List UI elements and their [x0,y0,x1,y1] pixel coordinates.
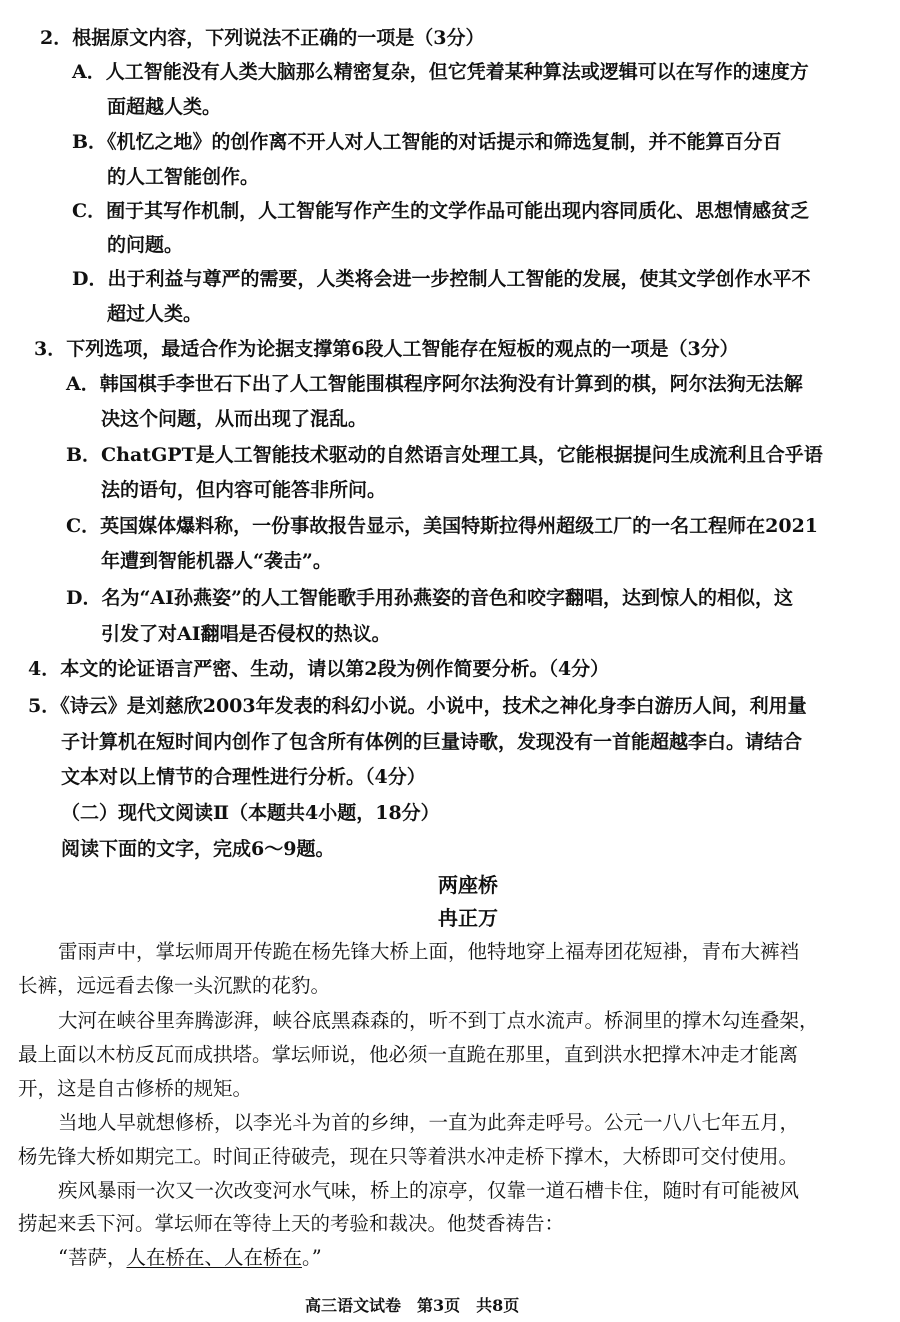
q2-option-d-line1: D．出于利益与尊严的需要，人类将会进一步控制人工智能的发展，使其文学创作水平不 [72,268,811,290]
article-author: 冉正万 [438,906,498,930]
q3-option-b-line1: B．ChatGPT是人工智能技术驱动的自然语言处理工具，它能根据提问生成流利且合乎语 [66,444,823,466]
q3-option-a-line1: A．韩国棋手李世石下出了人工智能围棋程序阿尔法狗没有计算到的棋，阿尔法狗无法解 [66,373,803,395]
section-instruction: 阅读下面的文字，完成6～9题。 [61,838,335,860]
q2-option-a-line2: 面超越人类。 [107,96,222,118]
q2-option-b-line2: 的人工智能创作。 [107,166,260,188]
q2-option-c-line1: C．囿于其写作机制，人工智能写作产生的文学作品可能出现内容同质化、思想情感贫乏 [72,200,810,222]
article-p1-line1: 雷雨声中，掌坛师周开传跪在杨先锋大桥上面，他特地穿上福寿团花短褂，青布大裤裆 [58,940,800,963]
article-p2-line1: 大河在峡谷里奔腾澎湃，峡谷底黑森森的，听不到丁点水流声。桥洞里的撑木勾连叠架， [58,1009,819,1032]
q3-option-b-line2: 法的语句，但内容可能答非所问。 [101,479,387,501]
q3-option-d-line1: D．名为“AI孙燕姿”的人工智能歌手用孙燕姿的音色和咬字翻唱，达到惊人的相似，这 [66,587,793,609]
page-footer: 高三语文试卷 第3页 共8页 [305,1296,520,1315]
q3-stem: 3．下列选项，最适合作为论据支撑第6段人工智能存在短板的观点的一项是（3分） [34,338,739,360]
article-p3-line1: 当地人早就想修桥，以李光斗为首的乡绅，一直为此奔走呼号。公元一八八七年五月， [58,1111,800,1134]
q4-stem: 4．本文的论证语言严密、生动，请以第2段为例作简要分析。（4分） [28,658,610,680]
article-title: 两座桥 [438,873,498,897]
article-p4-line1: 疾风暴雨一次又一次改变河水气味，桥上的凉亭，仅靠一道石槽卡住，随时有可能被风 [58,1179,800,1202]
q3-option-c-line2: 年遭到智能机器人“袭击”。 [101,550,332,572]
q2-option-c-line2: 的问题。 [107,234,184,256]
article-p3-line2: 杨先锋大桥如期完工。时间正待破壳，现在只等着洪水冲走桥下撑木，大桥即可交付使用。 [18,1145,799,1168]
q3-option-a-line2: 决这个问题，从而出现了混乱。 [101,408,368,430]
article-p2-line2: 最上面以木枋反瓦而成拱塔。掌坛师说，他必须一直跪在那里，直到洪水把撑木冲走才能离 [18,1043,799,1066]
quote-open: “菩萨， [58,1246,127,1269]
q2-stem: 2．根据原文内容，下列说法不正确的一项是（3分） [40,27,485,49]
q3-option-c-line1: C．英国媒体爆料称，一份事故报告显示，美国特斯拉得州超级工厂的一名工程师在2021 [66,515,819,537]
q2-option-b-line1: B．《机忆之地》的创作离不开人对人工智能的对话提示和筛选复制，并不能算百分百 [72,131,782,153]
q5-line3: 文本对以上情节的合理性进行分析。（4分） [61,766,426,788]
article-p1-line2: 长裤，远远看去像一头沉默的花豹。 [18,974,331,997]
q2-option-a-line1: A．人工智能没有人类大脑那么精密复杂，但它凭着某种算法或逻辑可以在写作的速度方 [72,61,809,83]
q2-option-d-line2: 超过人类。 [107,303,203,325]
underlined-quote: 人在桥在、人在桥在 [126,1246,302,1269]
quote-close: 。” [302,1246,322,1269]
q5-line1: 5．《诗云》是刘慈欣2003年发表的科幻小说。小说中，技术之神化身李白游历人间，利用量 [28,695,807,717]
article-p2-line3: 开，这是自古修桥的规矩。 [18,1077,253,1100]
article-p4-line2: 捞起来丢下河。掌坛师在等待上天的考验和裁决。他焚香祷告： [18,1212,565,1235]
q3-option-d-line2: 引发了对AI翻唱是否侵权的热议。 [101,623,391,645]
article-p5 [58,1246,322,1270]
section-heading: （二）现代文阅读Ⅱ（本题共4小题，18分） [61,802,440,824]
q5-line2: 子计算机在短时间内创作了包含所有体例的巨量诗歌，发现没有一首能超越李白。请结合 [61,731,803,753]
